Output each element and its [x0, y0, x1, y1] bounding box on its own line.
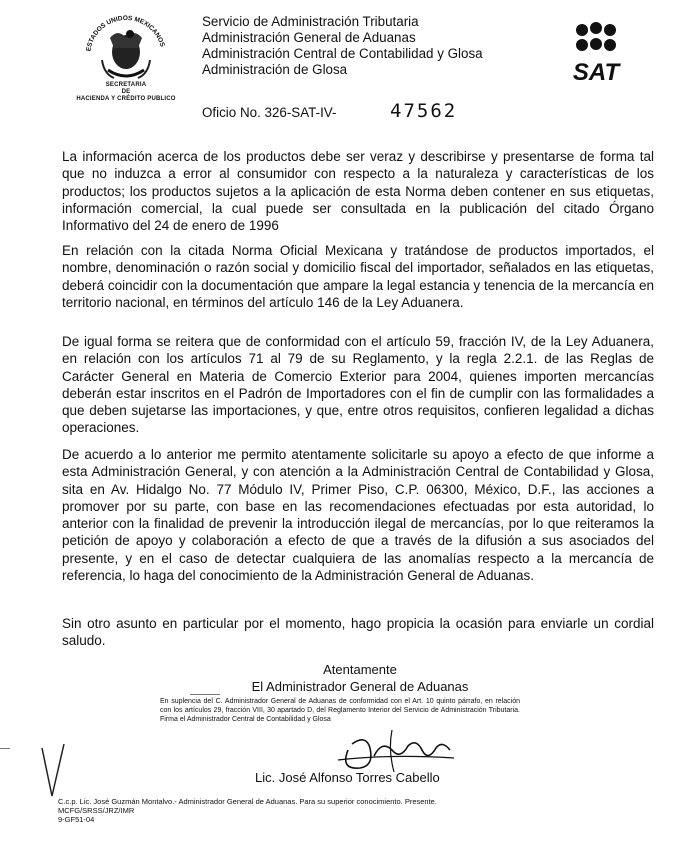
oficio-number: 47562	[390, 100, 458, 122]
header-line: Servicio de Administración Tributaria	[202, 14, 419, 29]
oficio-label: Oficio No. 326-SAT-IV-	[202, 105, 337, 120]
initials-line: MCFG/SRSS/JRZ/IMR	[58, 806, 135, 815]
header-line: Administración de Glosa	[202, 62, 348, 77]
suplencia-note: En suplencia del C. Administrador General de Aduanas de conformidad con el Art. 10 quinto párrafo, en relación con los artículos 29, fracción VIII, 30 apartado D, del Reglamento Interior del Servicio de Administración Tributaria. Firma el Administrador Central de Contabilidad y Glosa	[160, 698, 520, 723]
seal-caption: SECRETARIA DE HACIENDA Y CRÉDITO PUBLICO	[76, 82, 176, 102]
header-line: Administración General de Aduanas	[202, 30, 416, 45]
body-paragraph: Sin otro asunto en particular por el momento, hago propicia la ocasión para enviarle un cordial saludo.	[62, 616, 654, 649]
header-line: Administración Central de Contabilidad y Glosa	[202, 46, 483, 61]
body-paragraph: De acuerdo a lo anterior me permito atentamente solicitarle su apoyo a efecto de que informe a esta Administración General, y con atención a la Administración Central de Contabilidad y Glosa, sita en Av. Hidalgo No. 77 Módulo IV, Primer Piso, C.P. 06300, México, D.F., las acciones a promover por su parte, con base en las recomendaciones efectuadas por esta autoridad, lo anterior con la finalidad de prevenir la introducción ilegal de mercancías, por lo que reiteramos la petición de apoyo y colaboración a efecto de que a través de la difusión a sus asociados del presente, y en el caso de detectar cualquiera de las anomalías respecto a la mercancía de referencia, lo haga del conocimiento de la Administración General de Aduanas.	[62, 447, 654, 584]
svg-text:ESTADOS UNIDOS MEXICANOS: ESTADOS UNIDOS MEXICANOS	[85, 14, 166, 52]
sat-logo-icon	[560, 18, 632, 90]
scan-line	[0, 748, 10, 749]
body-paragraph: La información acerca de los productos debe ser veraz y describirse y presentarse de forma tal que no induzca a error al consumidor con respecto a la naturaleza y características de los productos; los productos sujetos a la aplicación de esta Norma deben contener en sus etiquetas, información comercial, la cual puede ser consultada en la publicación del citado Órgano Informativo del 24 de enero de 1996	[62, 149, 654, 234]
svg-text:SAT: SAT	[572, 59, 620, 86]
header-block	[202, 14, 532, 78]
signer-name: Lic. José Alfonso Torres Cabello	[255, 770, 440, 785]
scan-line	[190, 694, 220, 695]
margin-mark-icon	[38, 740, 68, 800]
body-paragraph: En relación con la citada Norma Oficial Mexicana y tratándose de productos importados, el nombre, denominación o razón social y domicilio fiscal del importador, señalados en las etiquetas, deberá coincidir con la documentación que ampare la legal estancia y tenencia de la mercancía en territorio nacional, en términos del artículo 146 de la Ley Aduanera.	[62, 243, 654, 310]
initials-line: 9-GF51-04	[58, 815, 95, 824]
initials-block	[58, 806, 134, 824]
closing-salutation: Atentamente	[323, 662, 397, 677]
body-paragraph: De igual forma se reitera que de conformidad con el artículo 59, fracción IV, de la Ley Aduanera, en relación con los artículos 71 al 79 de su Reglamento, y la regla 2.2.1. de las Reglas de Carácter General en Materia de Comercio Exterior para 2004, quienes importen mercancías deberán estar inscritos en el Padrón de Importadores con el fin de cumplir con las formalidades a que deben sujetarse las importaciones, y que, entre otros requisitos, confieren legalidad a dichas operaciones.	[62, 334, 654, 436]
ccp-line: C.c.p. Lic. José Guzmán Montalvo.- Administrador General de Aduanas. Para su superior conocimiento. Presente.	[58, 797, 437, 806]
closing-title: El Administrador General de Aduanas	[251, 679, 469, 694]
